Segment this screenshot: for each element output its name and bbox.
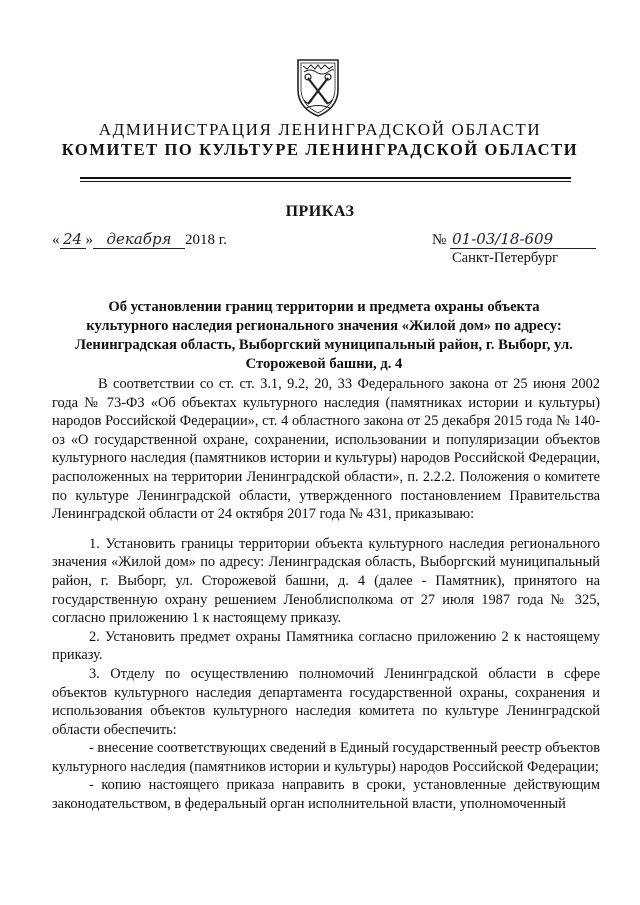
header-divider-thin: [80, 181, 571, 182]
item-3-paragraph: 3. Отделу по осуществлению полномочий Ленинградской области в сфере объектов культурного наследия департамента государственной охраны, сохранения и использования объектов культурного наследия комитета по культуре Ленинградской области обеспечить:: [52, 665, 600, 738]
item-1-paragraph: 1. Установить границы территории объекта культурного наследия регионального значения «Жилой дом» по адресу: Ленинградская область, Выборгский муниципальный район, г. Выборг, ул. Сторожевой башни, д. 4 (далее - Памятник), принятого на государственную охрану решением Леноблисполкома от 27 июля 1987 года № 325, согласно приложению 1 к настоящему приказу.: [52, 535, 600, 627]
date-year: 2018 г.: [185, 232, 227, 248]
document-type: ПРИКАЗ: [285, 203, 355, 220]
item-3-bullet-2: - копию настоящего приказа направить в сроки, установленные действующим законодательством, в федеральный орган исполнительной власти, уполномоченный: [52, 777, 600, 813]
date-open-quote: «: [52, 232, 60, 248]
committee-name: КОМИТЕТ ПО КУЛЬТУРЕ ЛЕНИНГРАДСКОЙ ОБЛАСТИ: [61, 140, 579, 159]
item-3-bullet-1: - внесение соответствующих сведений в Единый государственный реестр объектов культурного наследия (памятников истории и культуры) народов Российской Федерации;: [52, 740, 600, 775]
number-prefix: №: [432, 232, 447, 248]
number-value: 01-03/18-609: [450, 230, 596, 249]
order-title: Об установлении границ территории и предмета охраны объекта культурного наследия регионального значения «Жилой дом» по адресу: Ленинградская область, Выборгский муниципальный район, г. Выборг, ул. Сторожевой башни, д. 4: [75, 299, 573, 372]
preamble-paragraph: В соответствии со ст. ст. 3.1, 9.2, 20, 33 Федерального закона от 25 июня 2002 года № 73-ФЗ «Об объектах культурного наследия (памятниках истории и культуры) народов Российской Федерации», ст. 4 областного закона от 25 декабря 2015 года № 140-оз «О государственной охране, сохранении, использовании и популяризации объектов культурного наследия (памятников истории и культуры) народов Российской Федерации, расположенных на территории Ленинградской области», п. 2.2.2. Положения о комитете по культуре Ленинградской области, утвержденного постановлением Правительства Ленинградской области от 24 октября 2017 года № 431, приказываю:: [52, 376, 600, 523]
date-close-quote: »: [85, 232, 93, 248]
item-2-paragraph: 2. Установить предмет охраны Памятника согласно приложению 2 к настоящему приказу.: [52, 628, 600, 664]
date-month: декабря: [93, 230, 185, 249]
order-body: [52, 375, 600, 814]
order-date: [52, 230, 227, 249]
administration-name: АДМИНИСТРАЦИЯ ЛЕНИНГРАДСКОЙ ОБЛАСТИ: [98, 120, 542, 139]
header-divider-thick: [80, 177, 571, 179]
city: Санкт-Петербург: [452, 250, 559, 266]
order-number: [432, 230, 596, 249]
date-day: 24: [60, 230, 86, 249]
coat-of-arms-emblem: [294, 56, 342, 118]
